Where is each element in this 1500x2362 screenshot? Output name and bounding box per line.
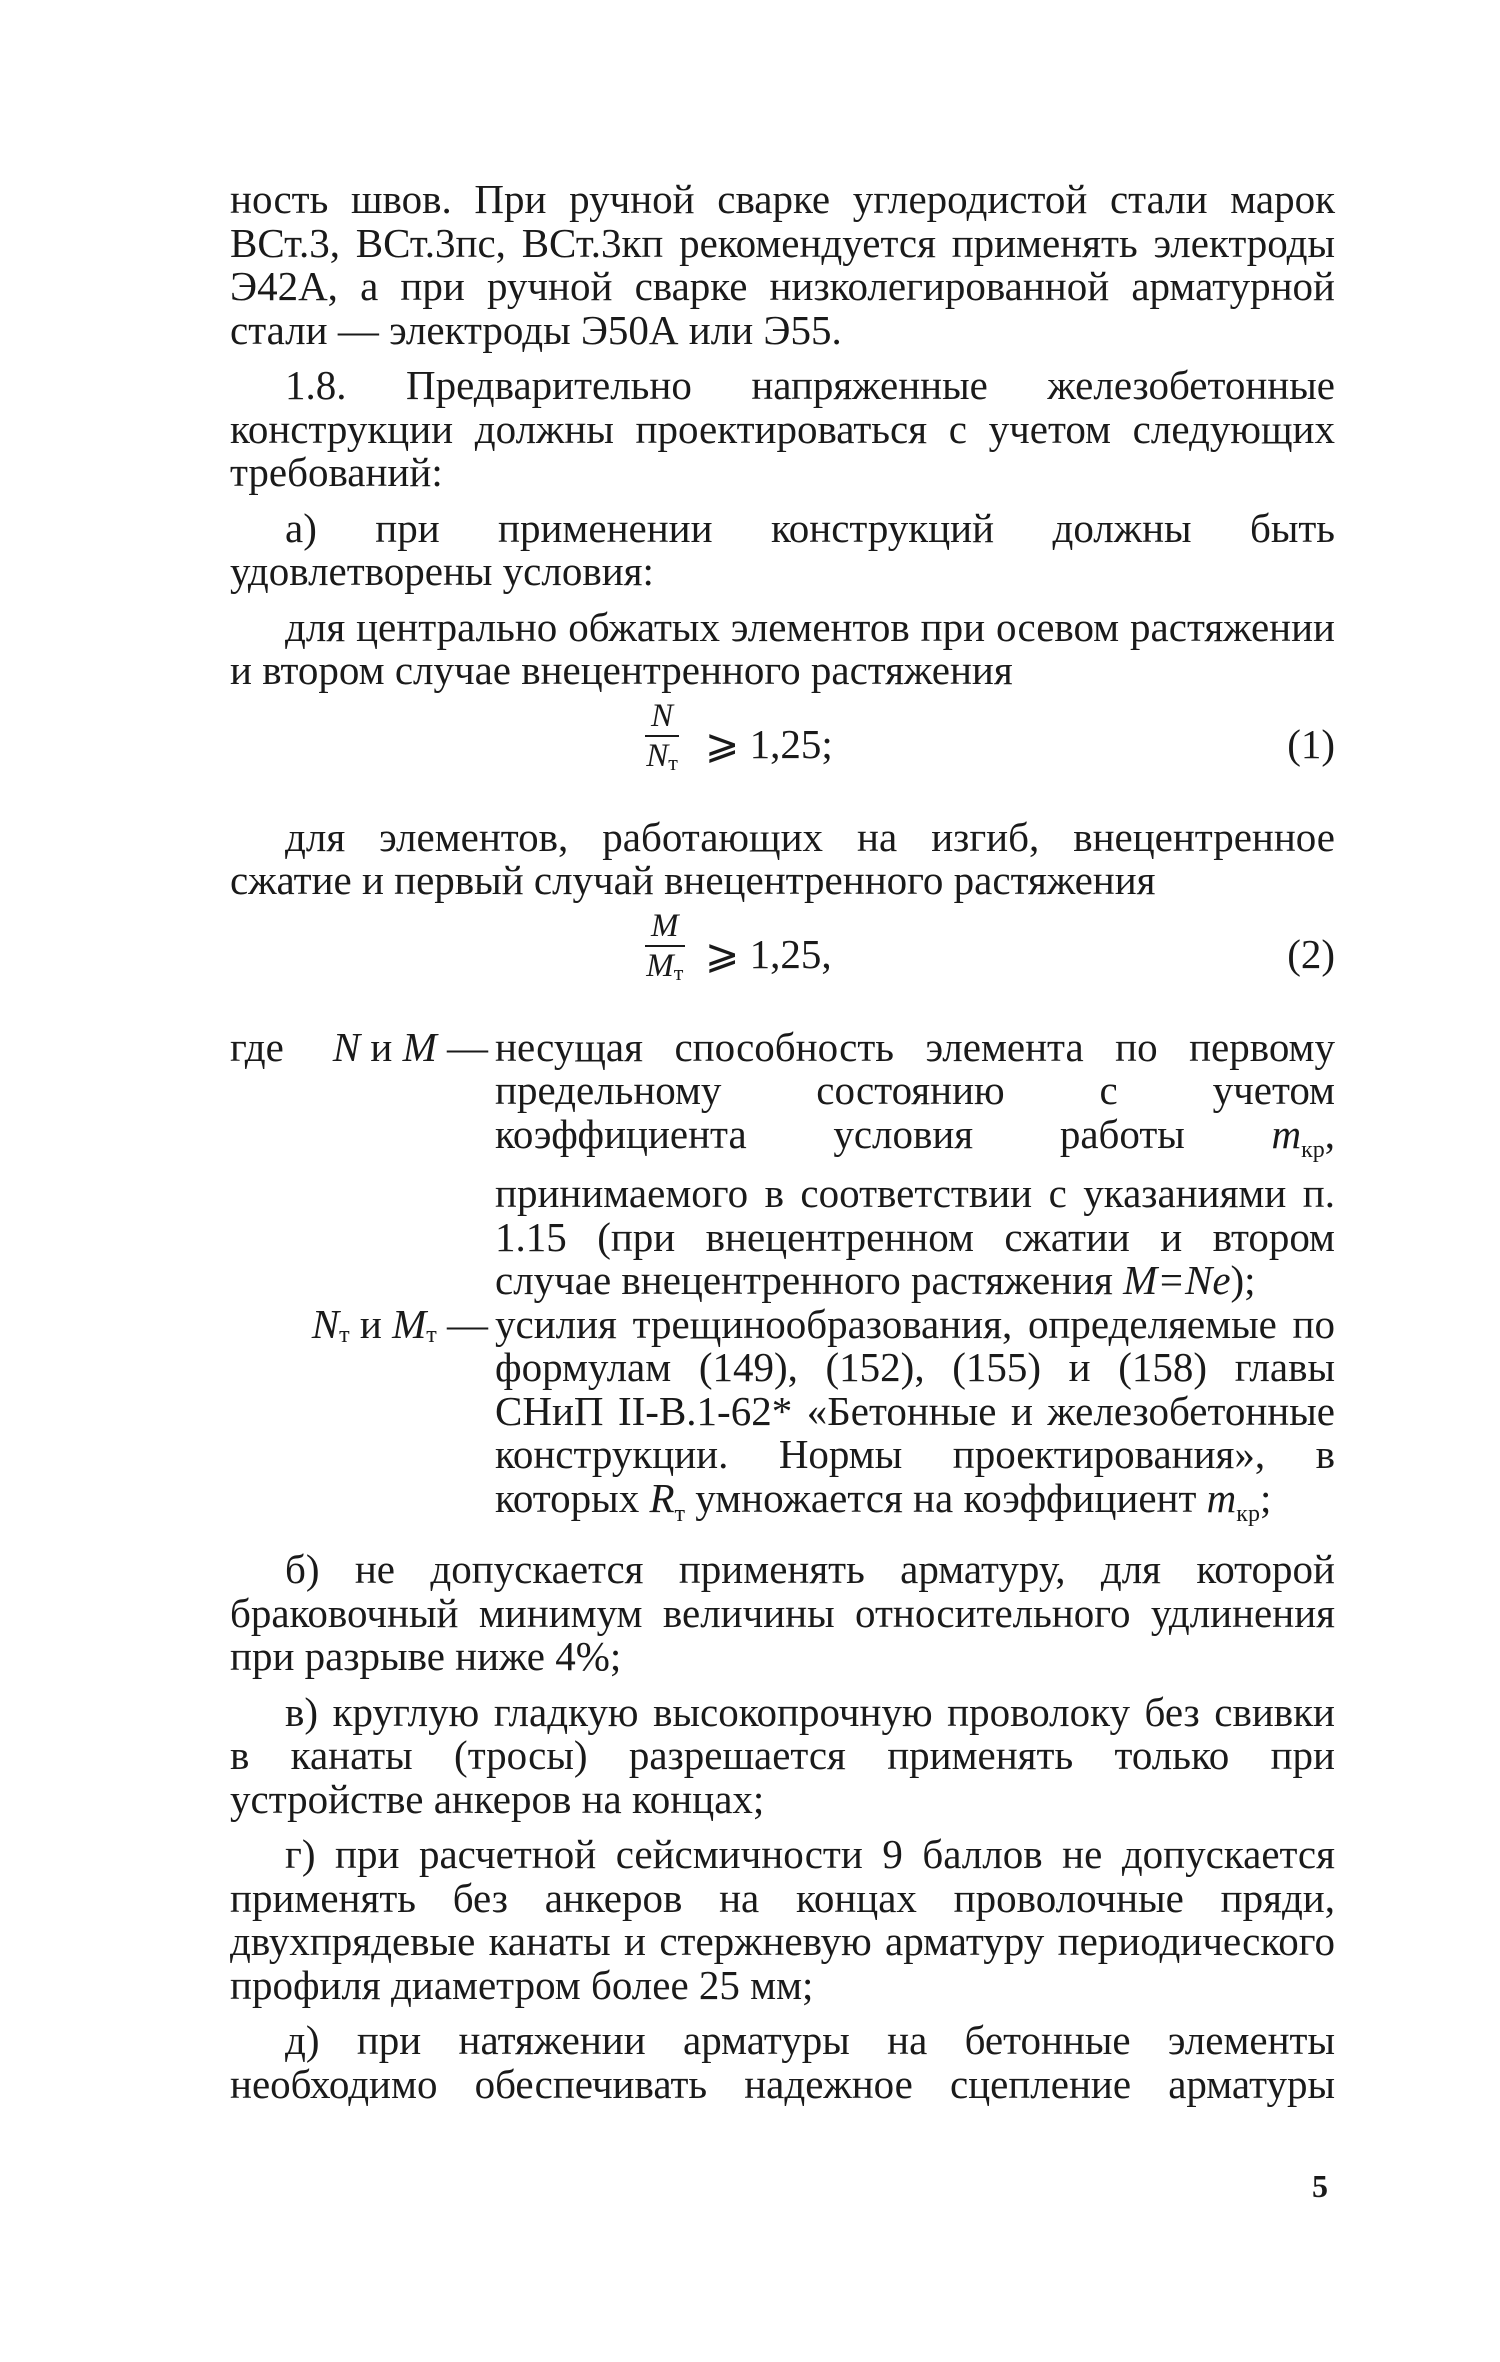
formula-1	[230, 697, 1335, 802]
definition-nt-mt	[230, 1300, 1335, 1537]
fraction-2-numerator: M	[645, 907, 685, 947]
page-number: 5	[1312, 2168, 1328, 2204]
paragraph-d-line-1: д) при натяжении арматуры на бетонные элементы	[285, 2017, 1335, 2064]
fraction-1-numerator: N	[645, 697, 679, 737]
paragraph-a: а) при применении конструкций должны быть удовлетворены условия:	[230, 504, 1335, 594]
formula-2	[230, 907, 1335, 1012]
document-page	[230, 178, 1335, 2106]
definition-nt-mt-term: $N_т$ и $M_т$ —	[311, 1300, 488, 1348]
definitions-block	[230, 1023, 1335, 1537]
fraction-2-denominator: $M_т$	[646, 947, 684, 985]
formula-2-number: (2)	[1287, 930, 1335, 977]
paragraph-d-line-2: необходимо обеспечивать надежное сцепление арматуры	[230, 2060, 1335, 2107]
fraction-2	[645, 907, 685, 992]
where-label: где	[230, 1023, 284, 1070]
paragraph-b: б) не допускается применять арматуру, для которой браковочный минимум величины относительного удлинения при разрыве ниже 4%;	[230, 1546, 1335, 1680]
definition-n-m	[230, 1023, 1335, 1304]
paragraph-central: для центрально обжатых элементов при осевом растяжении и втором случае внецентренного растяжения	[230, 603, 1335, 693]
formula-1-relation: ⩾ 1,25;	[705, 720, 833, 767]
formula-1-number: (1)	[1287, 720, 1335, 767]
paragraph-d	[230, 2019, 1335, 2106]
paragraph-g: г) при расчетной сейсмичности 9 баллов не допускается применять без анкеров на концах проволочные пряди, двухпрядевые канаты и стержневую арматуру периодического профиля диаметром более 25 мм;	[230, 1831, 1335, 2008]
fraction-1	[645, 697, 679, 782]
paragraph-v: в) круглую гладкую высокопрочную проволоку без свивки в канаты (тросы) разрешается применять только при устройстве анкеров на концах;	[230, 1688, 1335, 1822]
fraction-1-denominator: $N_т$	[646, 737, 678, 775]
paragraph-welding: ность швов. При ручной сварке углеродистой стали марок ВСт.3, ВСт.3пс, ВСт.3кп рекомендуется применять электроды Э42А, а при ручной сварке низколегированной арматурной стали — электроды Э50А или Э55.	[230, 176, 1335, 353]
definition-nt-mt-text: усилия трещинообразования, определяемые по формулам (149), (152), (155) и (158) главы СНиП II-В.1-62* «Бетонные и железобетонные конструкции. Нормы проектирования», в которых $R_т$ умножается на коэффициент $m_{кр}$;	[495, 1300, 1335, 1527]
definition-n-m-term: N и M —	[332, 1023, 488, 1070]
paragraph-bending: для элементов, работающих на изгиб, внецентренное сжатие и первый случай внецентренного растяжения	[230, 813, 1335, 903]
paragraph-1-8: 1.8. Предварительно напряженные железобетонные конструкции должны проектироваться с учетом следующих требований:	[230, 362, 1335, 495]
definition-n-m-text: несущая способность элемента по первому предельному состоянию с учетом коэффициента условия работы $m_{кр}$, принимаемого в соответствии с указаниями п. 1.15 (при внецентренном сжатии и втором случае внецентренного растяжения M=Ne);	[495, 1023, 1335, 1304]
formula-2-relation: ⩾ 1,25,	[705, 930, 832, 977]
